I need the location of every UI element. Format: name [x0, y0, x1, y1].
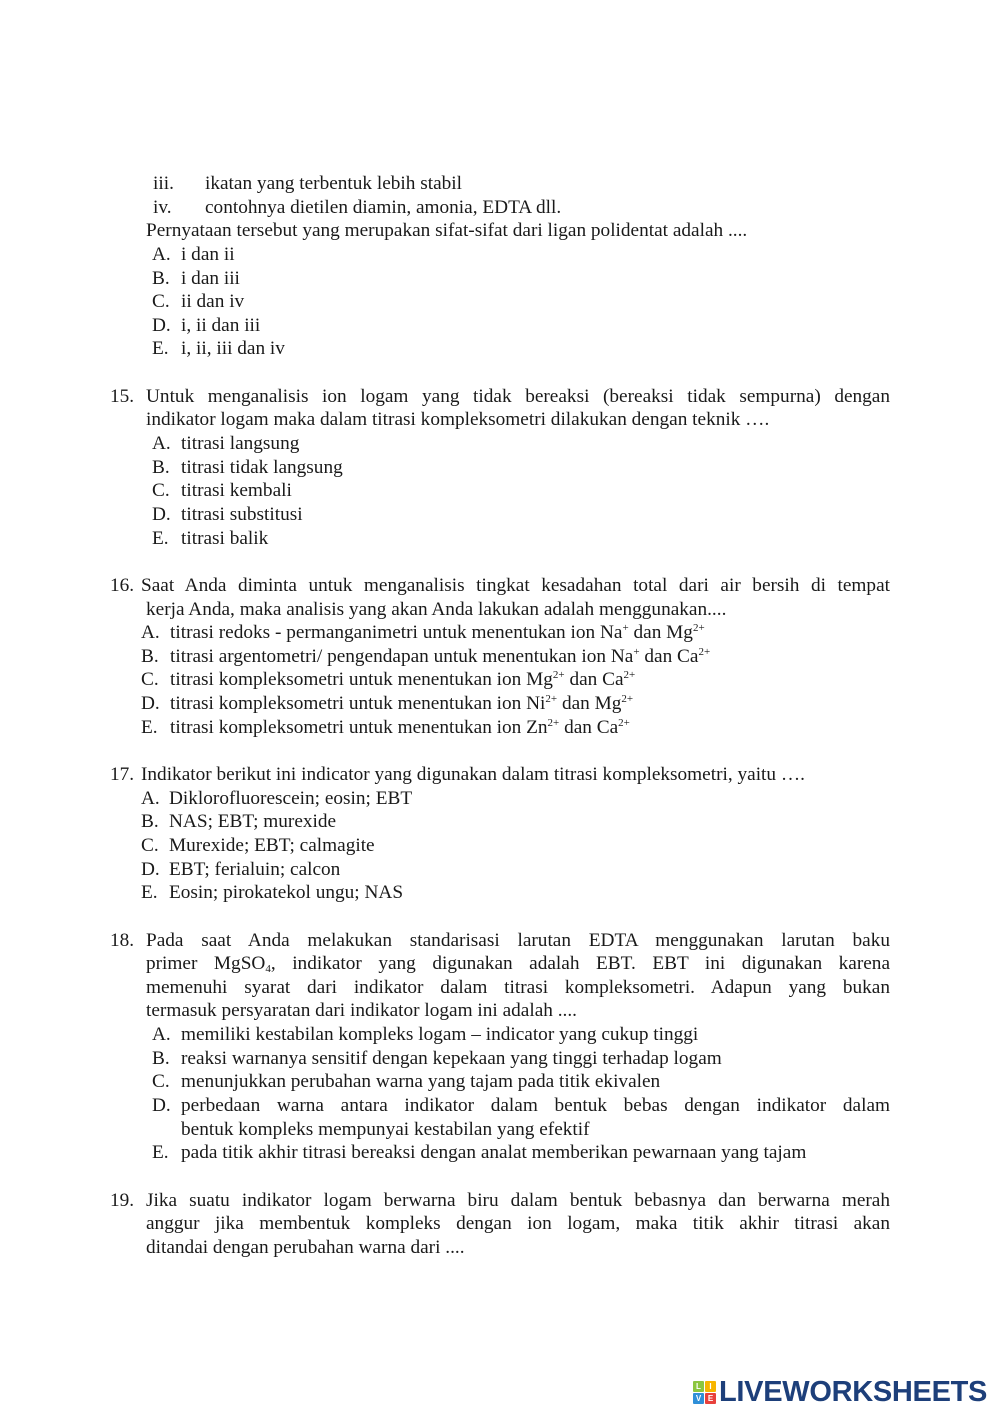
option-letter: B. [141, 811, 159, 833]
stem-text [141, 763, 805, 787]
answer-option[interactable] [0, 1094, 1000, 1118]
stem-text [146, 1212, 890, 1236]
stem-text [146, 999, 577, 1023]
option-letter: B. [152, 456, 170, 478]
blank-line [0, 550, 1000, 574]
text-run: titrasi redoks - permanganimetri untuk menentukan ion Na [170, 622, 623, 644]
stem-text [146, 408, 769, 432]
answer-option[interactable] [0, 621, 1000, 645]
answer-option[interactable] [0, 787, 1000, 811]
answer-option[interactable] [0, 479, 1000, 503]
text-run: Pada saat Anda melakukan standarisasi larutan EDTA menggunakan larutan baku [146, 929, 890, 951]
option-letter: A. [152, 243, 171, 265]
stem-text [146, 1189, 890, 1213]
answer-option[interactable] [0, 668, 1000, 692]
roman-numeral: iv. [153, 196, 172, 218]
statement-text: contohnya dietilen diamin, amonia, EDTA dll. [205, 196, 562, 218]
text-run: primer MgSO [146, 953, 266, 975]
question-stem [0, 1236, 1000, 1260]
option-text [181, 337, 285, 361]
answer-option[interactable] [0, 432, 1000, 456]
text-run: pada titik akhir titrasi bereaksi dengan analat memberikan pewarnaan yang tajam [181, 1142, 807, 1164]
text-run: dan Ca [564, 669, 624, 691]
answer-option[interactable] [0, 810, 1000, 834]
text-run: dan Mg [557, 693, 622, 715]
option-letter: C. [152, 291, 170, 313]
text-run: memiliki kestabilan kompleks logam – indicator yang cukup tinggi [181, 1024, 699, 1046]
logo-wordmark: LIVEWORKSHEETS [719, 1376, 988, 1408]
logo-tile: E [705, 1393, 716, 1404]
blank-line [0, 361, 1000, 385]
superscript: 2+ [545, 693, 558, 706]
option-letter: D. [141, 693, 160, 715]
question-stem [0, 385, 1000, 409]
answer-option[interactable] [0, 1118, 1000, 1142]
superscript: 2+ [618, 716, 630, 729]
answer-option[interactable] [0, 1141, 1000, 1165]
option-text [181, 1047, 722, 1071]
question-stem [0, 976, 1000, 1000]
question-stem [0, 1212, 1000, 1236]
text-run: i dan iii [181, 267, 240, 289]
stem-text [146, 952, 890, 976]
question-number: 19. [110, 1189, 135, 1211]
option-text [181, 314, 260, 338]
blank-line [0, 1165, 1000, 1189]
option-letter: A. [152, 433, 171, 455]
text-run: Eosin; pirokatekol ungu; NAS [169, 882, 404, 904]
logo-tile: I [705, 1381, 716, 1392]
option-letter: E. [152, 1142, 169, 1164]
text-run: Diklorofluorescein; eosin; EBT [169, 787, 413, 809]
option-letter: E. [152, 338, 169, 360]
answer-option[interactable] [0, 243, 1000, 267]
stem-text [141, 574, 890, 598]
answer-option[interactable] [0, 1070, 1000, 1094]
option-text [181, 1141, 806, 1165]
text-run: titrasi balik [181, 527, 269, 549]
answer-option[interactable] [0, 290, 1000, 314]
option-text [181, 290, 244, 314]
text-run: titrasi tidak langsung [181, 456, 343, 478]
text-run: termasuk persyaratan dari indikator logam ini adalah .... [146, 1000, 578, 1022]
text-run: titrasi kembali [181, 480, 292, 502]
text-run: titrasi argentometri/ pengendapan untuk menentukan ion Na [170, 645, 634, 667]
question-number: 17. [110, 764, 135, 786]
stem-text [146, 1236, 465, 1260]
option-letter: A. [152, 1024, 171, 1046]
option-text [169, 810, 336, 834]
text-run: indikator logam maka dalam titrasi kompleksometri dilakukan dengan teknik …. [146, 409, 770, 431]
question-stem [0, 408, 1000, 432]
option-letter: C. [152, 480, 170, 502]
text-run: menunjukkan perubahan warna yang tajam pada titik ekivalen [181, 1071, 661, 1093]
option-text [181, 1094, 890, 1118]
stem-text: Pernyataan tersebut yang merupakan sifat-sifat dari ligan polidentat adalah .... [146, 220, 748, 242]
superscript: 2+ [552, 669, 565, 682]
answer-option[interactable] [0, 527, 1000, 551]
option-letter: C. [141, 669, 159, 691]
option-letter: E. [152, 527, 169, 549]
question-stem [0, 1189, 1000, 1213]
option-letter: D. [141, 858, 160, 880]
option-letter: B. [152, 267, 170, 289]
option-text [169, 787, 412, 811]
text-run: ii dan iv [181, 291, 245, 313]
text-run: titrasi kompleksometri untuk menentukan ion Zn [170, 716, 548, 738]
answer-option[interactable] [0, 1047, 1000, 1071]
option-text [170, 645, 710, 669]
question-stem [0, 763, 1000, 787]
option-text [181, 267, 240, 291]
option-text [170, 621, 705, 645]
stem-text [146, 385, 890, 409]
text-run: dan Ca [639, 645, 699, 667]
text-run: Murexide; EBT; calmagite [169, 834, 375, 856]
superscript: + [633, 645, 640, 658]
text-run: memenuhi syarat dari indikator dalam titrasi kompleksometri. Adapun yang bukan [146, 976, 890, 998]
superscript: 2+ [547, 716, 560, 729]
liveworksheets-logo [693, 1376, 987, 1409]
answer-option[interactable] [0, 645, 1000, 669]
option-text [181, 1023, 698, 1047]
option-letter: D. [152, 314, 171, 336]
text-run: i dan ii [181, 243, 235, 265]
text-run: NAS; EBT; murexide [169, 811, 337, 833]
option-text [169, 881, 403, 905]
option-letter: C. [152, 1071, 170, 1093]
option-letter: A. [141, 787, 160, 809]
stem-text [146, 976, 890, 1000]
logo-tile: L [693, 1381, 704, 1392]
superscript: + [622, 622, 629, 635]
subscript: 4 [265, 963, 271, 976]
text-run: anggur jika membentuk kompleks dengan ion logam, maka titik akhir titrasi akan [146, 1213, 890, 1235]
option-text [181, 243, 235, 267]
answer-option[interactable] [0, 858, 1000, 882]
statement-text: ikatan yang terbentuk lebih stabil [205, 173, 463, 194]
option-letter: A. [141, 622, 160, 644]
option-text [169, 834, 375, 858]
text-run: kerja Anda, maka analisis yang akan Anda lakukan adalah menggunakan.... [146, 598, 727, 620]
option-text [181, 527, 268, 551]
text-run: Jika suatu indikator logam berwarna biru dalam bentuk bebasnya dan berwarna merah [146, 1189, 890, 1211]
question-number: 18. [110, 929, 135, 951]
text-run: titrasi kompleksometri untuk menentukan ion Ni [170, 693, 546, 715]
blank-line [0, 905, 1000, 929]
option-text [181, 1118, 590, 1142]
text-run: , indikator yang digunakan adalah EBT. EBT ini digunakan karena [270, 953, 890, 975]
text-run: dan Mg [628, 622, 693, 644]
option-text [170, 668, 635, 692]
answer-option[interactable] [0, 692, 1000, 716]
question-stem [0, 598, 1000, 622]
question-stem [0, 219, 1000, 243]
text-run: reaksi warnanya sensitif dengan kepekaan yang tinggi terhadap logam [181, 1047, 722, 1069]
superscript: 2+ [621, 693, 634, 706]
stem-text [146, 598, 726, 622]
superscript: 2+ [692, 622, 705, 635]
question-stem [0, 999, 1000, 1023]
option-text [181, 432, 299, 456]
option-letter: D. [152, 1094, 171, 1116]
option-letter: D. [152, 503, 171, 525]
text-run: ditandai dengan perubahan warna dari .... [146, 1236, 465, 1258]
text-run: Indikator berikut ini indicator yang digunakan dalam titrasi kompleksometri, yaitu …. [141, 764, 805, 786]
option-text [170, 692, 633, 716]
question-stem [0, 952, 1000, 976]
option-letter: B. [152, 1047, 170, 1069]
text-run: perbedaan warna antara indikator dalam bentuk bebas dengan indikator dalam [181, 1094, 890, 1116]
text-run: dan Ca [559, 716, 619, 738]
text-run: bentuk kompleks mempunyai kestabilan yang efektif [181, 1118, 590, 1140]
text-run: Untuk menganalisis ion logam yang tidak bereaksi (bereaksi tidak sempurna) dengan [146, 385, 890, 407]
option-text [169, 858, 340, 882]
option-letter: E. [141, 882, 158, 904]
answer-option[interactable] [0, 267, 1000, 291]
answer-option[interactable] [0, 503, 1000, 527]
answer-option[interactable] [0, 314, 1000, 338]
logo-tile: V [693, 1393, 704, 1404]
question-number: 15. [110, 385, 135, 407]
option-letter: C. [141, 834, 159, 856]
answer-option[interactable] [0, 881, 1000, 905]
text-run: i, ii, iii dan iv [181, 338, 285, 360]
blank-line [0, 739, 1000, 763]
logo-tiles-icon [693, 1381, 716, 1404]
answer-option[interactable] [0, 716, 1000, 740]
superscript: 2+ [623, 669, 636, 682]
roman-numeral: iii. [153, 173, 174, 194]
text-run: titrasi substitusi [181, 503, 303, 525]
answer-option[interactable] [0, 834, 1000, 858]
stem-text [146, 929, 890, 953]
option-letter: E. [141, 716, 158, 738]
blank-line [0, 1259, 1000, 1283]
option-text [181, 479, 292, 503]
option-text [181, 503, 303, 527]
option-text [170, 716, 630, 740]
question-stem [0, 574, 1000, 598]
question-stem [0, 929, 1000, 953]
superscript: 2+ [698, 645, 711, 658]
answer-option[interactable] [0, 337, 1000, 361]
roman-statement [0, 196, 1000, 220]
option-text [181, 1070, 660, 1094]
option-letter: B. [141, 645, 159, 667]
text-run: EBT; ferialuin; calcon [169, 858, 341, 880]
text-run: Saat Anda diminta untuk menganalisis tingkat kesadahan total dari air bersih di tempat [141, 574, 890, 596]
text-run: i, ii dan iii [181, 314, 261, 336]
option-text [181, 456, 343, 480]
roman-statement [0, 172, 1000, 196]
answer-option[interactable] [0, 1023, 1000, 1047]
text-run: titrasi kompleksometri untuk menentukan ion Mg [170, 669, 553, 691]
answer-option[interactable] [0, 456, 1000, 480]
question-number: 16. [110, 574, 135, 596]
text-run: titrasi langsung [181, 433, 300, 455]
worksheet-page [0, 172, 1000, 1283]
